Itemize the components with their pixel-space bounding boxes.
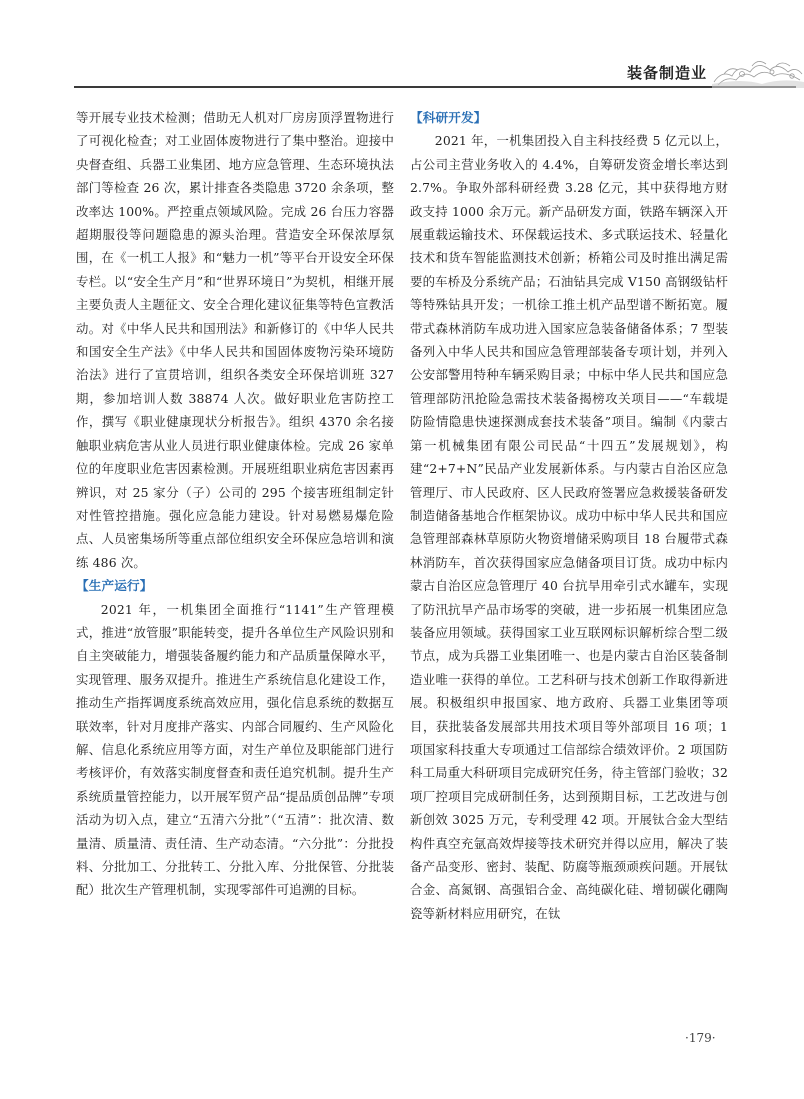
left-column: [76, 106, 394, 902]
right-column: [410, 106, 728, 925]
safety-paragraph: 等开展专业技术检测；借助无人机对厂房房顶浮置物进行了可视化检查；对工业固体废物进行了集中整治。迎接中央督查组、兵器工业集团、地方应急管理、生态环境执法部门等检查 26 次，累计排查各类隐患 3720 余条项，整改率达 100%。严控重点领域风险。完成 26 台压力容器超期服役等问题隐患的源头治理。营造安全环保浓厚氛围，在《一机工人报》和“魅力一机”等平台开设安全环保专栏。以“安全生产月”和“世界环境日”为契机，相继开展主要负责人主题征文、安全合理化建议征集等特色宣教活动。对《中华人民共和国刑法》和新修订的《中华人民共和国安全生产法》《中华人民共和国固体废物污染环境防治法》进行了宣贯培训，组织各类安全环保培训班 327 期，参加培训人数 38874 人次。做好职业危害防控工作，撰写《职业健康现状分析报告》。组织 4370 余名接触职业病危害从业人员进行职业健康体检。完成 26 家单位的年度职业危害因素检测。开展班组职业病危害因素再辨识，对 25 家分（子）公司的 295 个接害班组制定针对性管控措施。强化应急能力建设。针对易燃易爆危险点、人员密集场所等重点部位组织安全环保应急培训和演练 486 次。: [76, 110, 394, 570]
header-rule: [74, 86, 796, 88]
section-heading-research: 【科研开发】: [410, 110, 487, 125]
page-number: ·179·: [685, 1031, 716, 1045]
research-paragraph: 2021 年，一机集团投入自主科技经费 5 亿元以上，占公司主营业务收入的 4.4%，自筹研发资金增长率达到 2.7%。争取外部科研经费 3.28 亿元，其中获得地方财政支持 1000 余万元。新产品研发方面，铁路车辆深入开展重载运输技术、环保载运技术、多式联运技术、轻量化技术和货车智能监测技术创新；桥箱公司及时推出满足需要的车桥及分系统产品；石油钻具完成 V150 高钢级钻杆等特殊钻具开发；一机徐工推土机产品型谱不断拓宽。履带式森林消防车成功进入国家应急装备储备体系；7 型装备列入中华人民共和国应急管理部装备专项计划，并列入公安部警用特种车辆采购目录；中标中华人民共和国应急管理部防汛抢险急需技术装备揭榜攻关项目——“车载堤防险情隐患快速探测成套技术装备”项目。编制《内蒙古第一机械集团有限公司民品“十四五”发展规划》，构建“2+7+N”民品产业发展新体系。与内蒙古自治区应急管理厅、市人民政府、区人民政府签署应急救援装备研发制造储备基地合作框架协议。成功中标中华人民共和国应急管理部森林草原防火物资增储采购项目 18 台履带式森林消防车，首次获得国家应急储备项目订货。成功中标内蒙古自治区应急管理厅 40 台抗旱用牵引式水罐车，实现了防汛抗旱产品市场零的突破，进一步拓展一机集团应急装备应用领域。获得国家工业互联网标识解析综合型二级节点，成为兵器工业集团唯一、也是内蒙古自治区装备制造业唯一获得的单位。工艺科研与技术创新工作取得新进展。积极组织申报国家、地方政府、兵器工业集团等项目，获批装备发展部共用技术项目等外部项目 16 项；1 项国家科技重大专项通过工信部综合绩效评价。2 项国防科工局重大科研项目完成研究任务，待主管部门验收；32 项厂控项目完成研制任务，达到预期目标，工艺改进与创新创效 3025 万元，专利受理 42 项。开展钛合金大型结构件真空充氩高效焊接等技术研究并得以应用，解决了装备产品变形、密封、装配、防腐等瓶颈顽疾问题。开展钛合金、高氮钢、高强铝合金、高纯碳化硅、增韧碳化硼陶瓷等新材料应用研究，在钛: [410, 133, 728, 921]
page-header: [0, 0, 804, 100]
production-paragraph: 2021 年，一机集团全面推行“1141”生产管理模式，推进“放管服”职能转变，提升各单位生产风险识别和自主突破能力，增强装备履约能力和产品质量保障水平，实现管理、服务双提升。推进生产系统信息化建设工作，推动生产指挥调度系统高效应用，强化信息系统的数据互联效率，针对月度排产落实、内部合同履约、生产风险化解、信息化系统应用等方面，对生产单位及职能部门进行考核评价，有效落实制度督查和责任追究机制。提升生产系统质量管控能力，以开展军贸产品“提品质创品牌”专项活动为切入点，建立“五清六分批”（“五清”：批次清、数量清、质量清、责任清、生产动态清。“六分批”：分批投料、分批加工、分批转工、分批入库、分批保管、分批装配）批次生产管理机制，实现零部件可追溯的目标。: [76, 601, 394, 898]
header-title: 装备制造业: [627, 64, 708, 82]
section-heading-production: 【生产运行】: [76, 578, 153, 594]
cloud-pattern-icon: [712, 52, 804, 88]
